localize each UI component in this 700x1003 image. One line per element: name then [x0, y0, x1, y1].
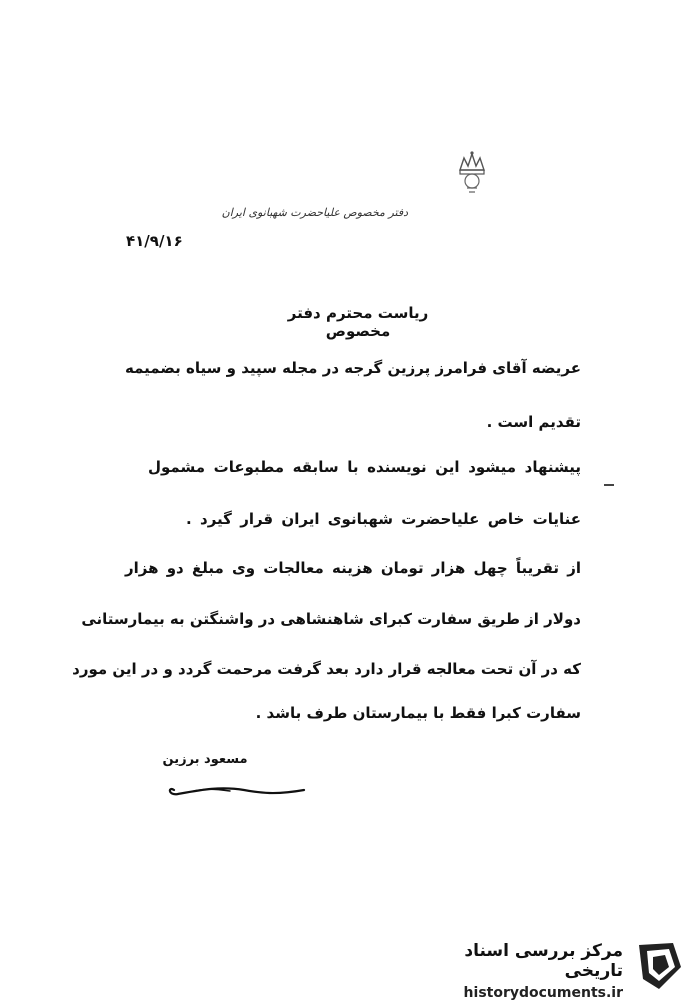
watermark-text	[405, 941, 623, 1001]
body-line: که در آن تحت معالجه قرار دارد بعد گرفت مرحمت گردد و در این مورد	[72, 660, 581, 678]
body-line: دولار از طریق سفارت کبرای شاهنشاهی در واشنگتن به بیمارستانی	[81, 610, 581, 628]
signature-name: مسعود برزین	[162, 752, 248, 767]
watermark-name: مرکز بررسی اسناد تاریخی	[464, 941, 623, 981]
letter-date: ۴۱/۹/۱۶	[126, 232, 183, 250]
body-line: تقدیم است .	[486, 413, 581, 431]
handwritten-signature	[160, 776, 310, 802]
body-line: عنایات خاص علیاحضرت شهبانوی ایران قرار گیرد .	[186, 510, 581, 528]
watermark-url: historydocuments.ir	[463, 985, 623, 1001]
body-line: سفارت کبرا فقط با بیمارستان طرف باشد .	[255, 704, 581, 722]
margin-dash	[604, 484, 614, 486]
letterhead: دفتر مخصوص علیاحضرت شهبانوی ایران	[221, 206, 408, 219]
salutation: ریاست محترم دفتر مخصوص	[287, 304, 429, 340]
archive-watermark	[405, 935, 695, 1001]
body-line: پیشنهاد میشود این نویسنده با سابقه مطبوعات مشمول	[148, 458, 581, 476]
body-line: عریضه آقای فرامرز پرزین گرجه در مجله سپید و سیاه بضمیمه	[125, 359, 581, 377]
archive-logo-icon	[633, 939, 689, 993]
body-line: از تقریباً چهل هزار تومان هزینه معالجات وی مبلغ دو هزار	[125, 559, 581, 577]
crown-emblem-icon	[452, 148, 492, 194]
